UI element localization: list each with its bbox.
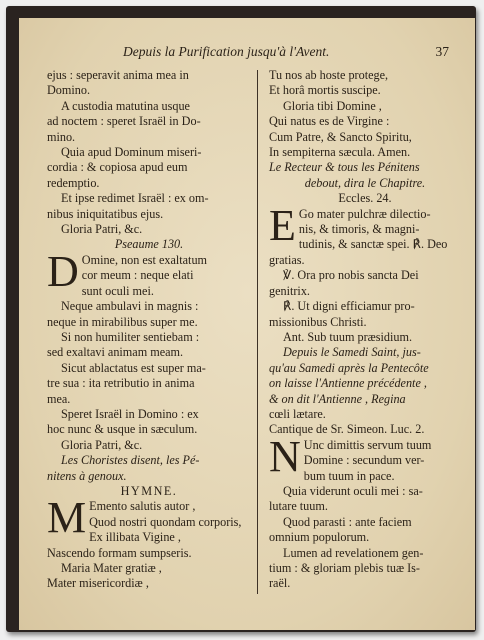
text-line: Ex illibata Vigine , bbox=[89, 530, 181, 545]
running-title: Depuis la Purification jusqu'à l'Avent. bbox=[123, 44, 330, 59]
text-line: Et ipse redimet Israël : ex om- bbox=[61, 191, 209, 206]
rubric-line: on laisse l'Antienne précédente , bbox=[269, 376, 427, 391]
text-line: nis, & timoris, & magni- bbox=[298, 222, 420, 237]
text-line: Domino. bbox=[47, 83, 90, 98]
text-line: Speret Israël in Domino : ex bbox=[61, 406, 199, 421]
right-column bbox=[269, 68, 461, 592]
chapter-heading: Eccles. 24. bbox=[338, 191, 392, 206]
text-line: tudinis, & sanctæ spei. ℟. Deo bbox=[298, 237, 448, 252]
text-line: Gloria Patri, &c. bbox=[61, 437, 143, 452]
rubric-line: Depuis le Samedi Saint, jus- bbox=[283, 345, 421, 360]
text-line: mea. bbox=[47, 391, 71, 406]
text-line: Quia apud Dominum miseri- bbox=[61, 145, 202, 160]
text-line: sunt oculi mei. bbox=[81, 283, 154, 298]
left-column bbox=[47, 68, 251, 592]
text-line: ad noctem : speret Israël in Do- bbox=[47, 114, 201, 129]
text-line: gratias. bbox=[269, 252, 305, 267]
rubric-line: nitens à genoux. bbox=[47, 468, 127, 483]
psalm-heading: Pseaume 130. bbox=[114, 237, 184, 252]
text-line: nibus iniquitatibus ejus. bbox=[47, 206, 164, 221]
text-line: Emento salutis autor , bbox=[89, 499, 196, 514]
hymn-heading: HYMNE. bbox=[120, 483, 178, 498]
text-line: Maria Mater gratiæ , bbox=[61, 561, 162, 575]
text-line: neque in mirabilibus super me. bbox=[47, 314, 198, 329]
text-line: raël. bbox=[269, 576, 291, 591]
text-line: Si non humiliter sentiebam : bbox=[61, 329, 200, 344]
text-line: Cum Patre, & Sancto Spiritu, bbox=[269, 129, 412, 144]
text-line: tre sua : ita retributio in anima bbox=[47, 376, 195, 391]
text-line: Et horâ mortis suscipe. bbox=[269, 83, 381, 98]
text-line: Lumen ad revelationem gen- bbox=[283, 545, 424, 560]
text-line: cordia : & copiosa apud eum bbox=[47, 160, 188, 175]
text-line: tium : & gloriam plebis tuæ Is- bbox=[269, 561, 420, 575]
text-line: Omine, non est exaltatum bbox=[81, 252, 208, 267]
text-line: Neque ambulavi in magnis : bbox=[61, 299, 199, 314]
text-line: Sicut ablactatus est super ma- bbox=[61, 360, 206, 375]
text-line: Gloria tibi Domine , bbox=[283, 98, 382, 113]
text-line: Go mater pulchræ dilectio- bbox=[298, 206, 431, 221]
rubric-line: Le Recteur & tous les Pénitens bbox=[269, 160, 420, 175]
text-line: cor meum : neque elati bbox=[81, 268, 194, 283]
text-line: Quod nostri quondam corporis, bbox=[89, 514, 242, 529]
text-line: Ant. Sub tuum præsidium. bbox=[283, 329, 412, 344]
drop-cap: N bbox=[269, 431, 301, 481]
canticle-heading: Cantique de Sr. Simeon. Luc. 2. bbox=[269, 422, 425, 437]
running-head bbox=[19, 44, 475, 62]
text-line: Quia viderunt oculi mei : sa- bbox=[283, 483, 423, 498]
text-line: Tu nos ab hoste protege, bbox=[269, 68, 389, 82]
text-line: genitrix. bbox=[269, 283, 310, 298]
column-divider bbox=[257, 70, 258, 594]
text-line: mino. bbox=[47, 129, 76, 144]
text-line: cœli lætare. bbox=[269, 406, 326, 421]
rubric-line: & on dit l'Antienne , Regina bbox=[269, 391, 406, 406]
drop-cap: E bbox=[269, 200, 296, 250]
text-line: A custodia matutina usque bbox=[61, 98, 190, 113]
text-line: Mater misericordiæ , bbox=[47, 576, 149, 591]
rubric-line: qu'au Samedi après la Pentecôte bbox=[269, 360, 429, 375]
text-line: ejus : seperavit anima mea in bbox=[47, 68, 189, 82]
text-line: redemptio. bbox=[47, 175, 100, 190]
text-line: Gloria Patri, &c. bbox=[61, 222, 143, 237]
psalm-paragraph bbox=[47, 246, 251, 299]
page-number: 37 bbox=[435, 44, 449, 59]
rubric-line: Les Choristes disent, les Pé- bbox=[61, 453, 200, 468]
text-line: In sempiterna sæcula. Amen. bbox=[269, 145, 411, 160]
text-line: omnium populorum. bbox=[269, 530, 370, 545]
text-line: ℣. Ora pro nobis sancta Dei bbox=[283, 268, 419, 283]
text-line: Unc dimittis servum tuum bbox=[303, 437, 432, 452]
text-line: hoc nunc & usque in sæculum. bbox=[47, 422, 198, 437]
text-line: Quod parasti : ante faciem bbox=[283, 514, 412, 529]
book-frame bbox=[6, 6, 476, 632]
text-line: lutare tuum. bbox=[269, 499, 328, 514]
text-line: ℟. Ut digni efficiamur pro- bbox=[283, 299, 415, 314]
drop-cap: M bbox=[47, 493, 87, 543]
text-line: Qui natus es de Virgine : bbox=[269, 114, 390, 129]
text-line: missionibus Christi. bbox=[269, 314, 367, 329]
text-line: Domine : secundum ver- bbox=[303, 453, 425, 468]
rubric-line: debout, dira le Chapitre. bbox=[304, 175, 426, 190]
book-page bbox=[19, 18, 475, 630]
text-line: Nascendo formam sumpseris. bbox=[47, 545, 192, 560]
text-line: bum tuum in pace. bbox=[303, 468, 395, 483]
text-line: sed exaltavi animam meam. bbox=[47, 345, 184, 360]
drop-cap: D bbox=[47, 246, 79, 296]
